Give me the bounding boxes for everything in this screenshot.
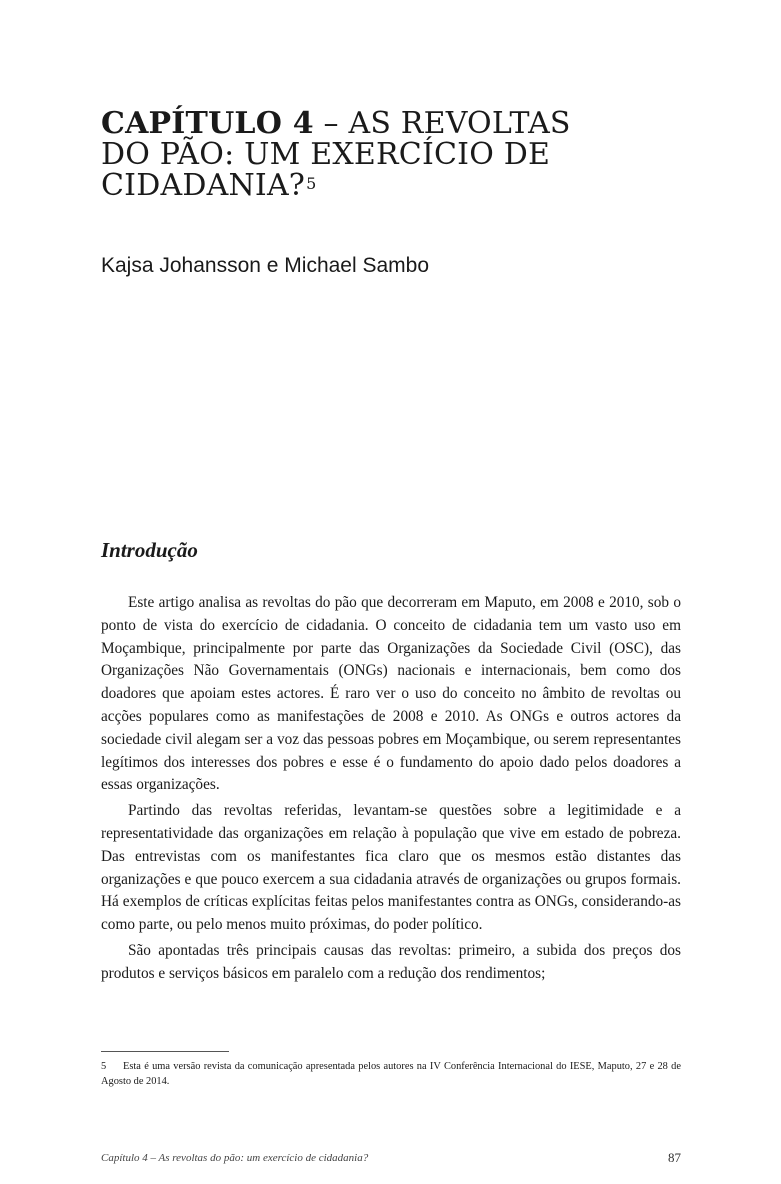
footnote-number: 5: [101, 1061, 107, 1072]
chapter-title-line3: CIDADANIA?: [101, 168, 306, 203]
footnote-divider: [101, 1051, 229, 1052]
section-heading: Introdução: [101, 538, 198, 562]
chapter-label: CAPÍTULO 4: [101, 106, 314, 141]
body-text: [101, 592, 681, 989]
chapter-authors: Kajsa Johansson e Michael Sambo: [101, 254, 430, 277]
paragraph: Este artigo analisa as revoltas do pão que decorreram em Maputo, em 2008 e 2010, sob o ponto de vista do exercício de cidadania. O conceito de cidadania tem um vasto uso em Moçambique, principalmente por parte das Organizações da Sociedade Civil (OSC), das Organizações Não Governamentais (ONGs) nacionais e internacionais, bem como dos doadores que apoiam estes actores. É raro ver o uso do conceito no âmbito de revoltas ou acções populares como as manifestações de 2008 e 2010. As ONGs e outros actores da sociedade civil alegam ser a voz das pessoas pobres em Moçambique, ou serem representantes legítimos dos interesses dos pobres e esse é o fundamento do apoio dado pelos doadores a essas organizações.: [101, 594, 681, 794]
footnote-text: Esta é uma versão revista da comunicação apresentada pelos autores na IV Conferência Internacional do IESE, Maputo, 27 e 28 de Agosto de 2014.: [101, 1061, 681, 1087]
chapter-title-line1: – AS REVOLTAS: [313, 106, 571, 141]
running-footer: Capítulo 4 – As revoltas do pão: um exercício de cidadania?: [101, 1152, 369, 1164]
paragraph: Partindo das revoltas referidas, levantam-se questões sobre a legitimidade e a representatividade das organizações em relação à população que vive em estado de pobreza. Das entrevistas com os manifestantes fica claro que os mesmos estão distantes das organizações e que pouco exercem a sua cidadania através de organizações ou grupos formais. Há exemplos de críticas explícitas feitas pelos manifestantes contra as ONGs, considerando-as como parte, ou pelo menos muito próximas, do poder político.: [101, 802, 681, 934]
paragraph: São apontadas três principais causas das revoltas: primeiro, a subida dos preços dos produtos e serviços básicos em paralelo com a redução dos rendimentos;: [101, 941, 681, 982]
footnote: [101, 1059, 681, 1089]
chapter-title: [101, 108, 701, 201]
page-number: 87: [668, 1150, 681, 1165]
chapter-title-line2: DO PÃO: UM EXERCÍCIO DE: [101, 137, 551, 172]
footnote-reference[interactable]: 5: [306, 174, 317, 193]
